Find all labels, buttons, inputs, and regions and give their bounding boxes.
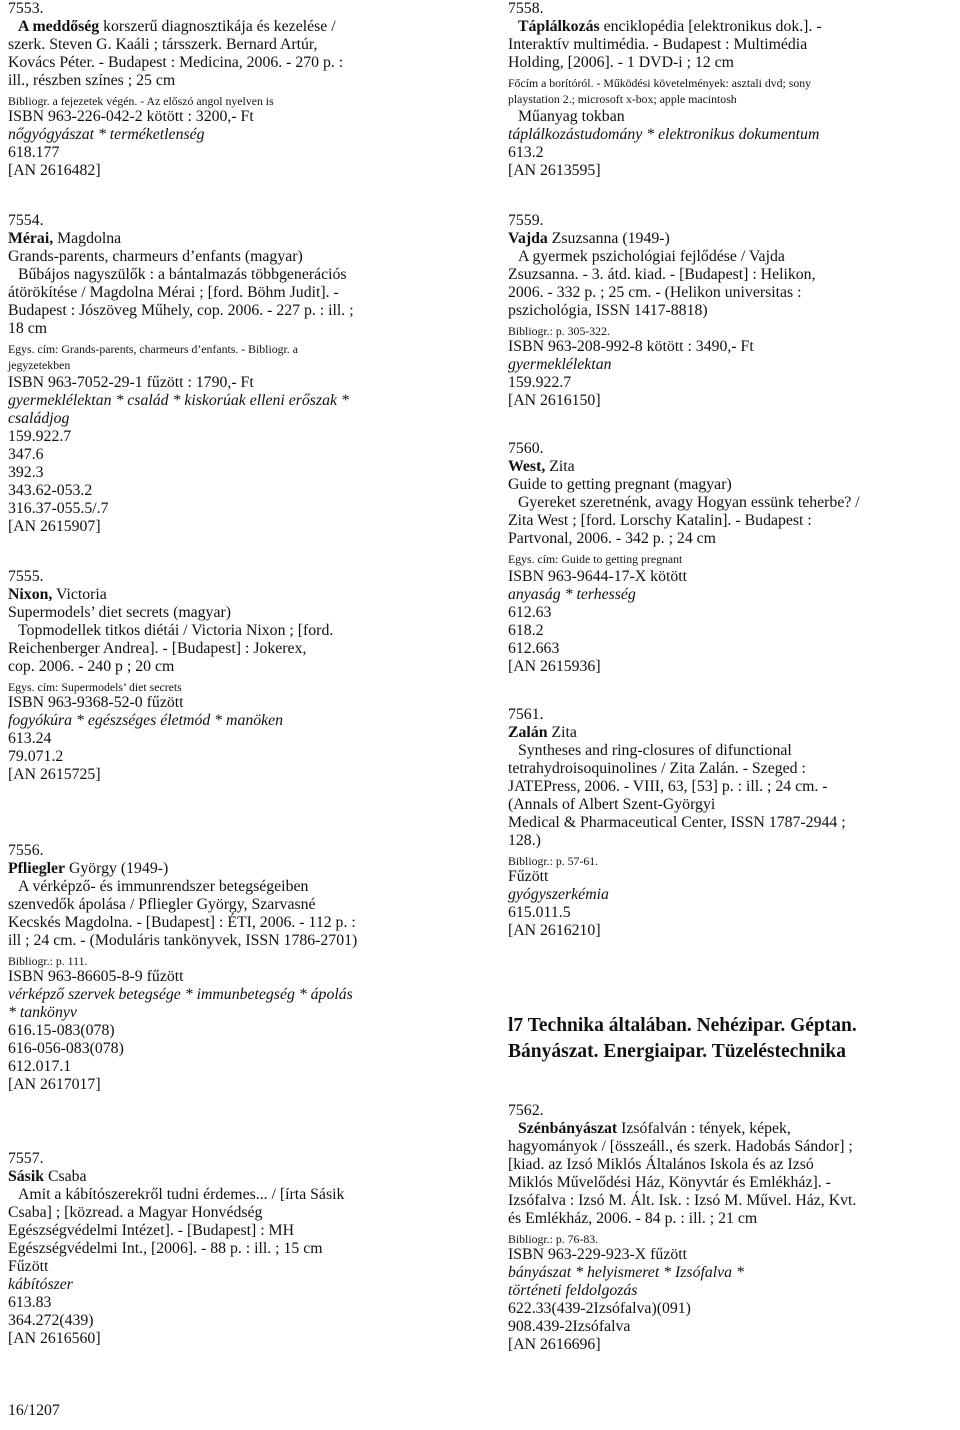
title-keyword: Táplálkozás [518,18,600,35]
entry-title-line: 18 cm [8,320,48,337]
entry-title-line: tetrahydroisoquinolines / Zita Zalán. - Szeged : [508,760,806,777]
entry-note: jegyzetekben [8,358,71,372]
entry-number: 7558. [508,0,544,17]
author-surname: Pfliegler [8,860,66,877]
entry-subjects: gyógyszerkémia [508,886,609,903]
entry-title-line: Partvonal, 2006. - 342 p. ; 24 cm [508,530,716,547]
entry-original-title: Grands-parents, charmeurs d’enfants (magyar) [8,248,303,265]
entry-subjects: nőgyógyászat * terméketlenség [8,126,205,143]
entry-subjects: gyermeklélektan [508,356,612,373]
entry-original-title: Guide to getting pregnant (magyar) [508,476,732,493]
entry-title-line: Zita West ; [ford. Lorschy Katalin]. - Budapest : [508,512,812,529]
section-heading-line: Bányászat. Energiaipar. Tüzeléstechnika [508,1041,847,1062]
entry-udc: 392.3 [8,464,44,481]
entry-title-line: Csaba] ; [közread. a Magyar Honvédség [8,1204,263,1221]
entry-author: Pfliegler György (1949-) [8,860,169,877]
entry-an: [AN 2616482] [8,162,101,179]
entry-description-line: szerk. Steven G. Kaáli ; társszerk. Bernard Artúr, [8,36,318,53]
entry-number: 7555. [8,568,44,585]
entry-title-line: Medical & Pharmaceutical Center, ISSN 1787-2944 ; [508,814,846,831]
entry-title-line: Syntheses and ring-closures of difunctional [518,742,792,759]
entry-author: Nixon, Victoria [8,586,107,603]
entry-title-line: Kecskés Magdolna. - [Budapest] : ÉTI, 2006. - 112 p. : [8,914,356,931]
entry-title-line: Topmodellek titkos diétái / Victoria Nixon ; [ford. [18,622,334,639]
entry-udc: 612.017.1 [8,1058,72,1075]
entry-udc: 618.177 [8,144,60,161]
entry-subjects: fogyókúra * egészséges életmód * manöken [8,712,284,729]
entry-title-line: pszichológia, ISSN 1417-8818) [508,302,708,319]
entry-description-line: [kiad. az Izsó Miklós Általános Iskola és az Izsó [508,1156,814,1173]
entry-udc: 343.62-053.2 [8,482,93,499]
entry-udc: 159.922.7 [8,428,72,445]
entry-title-line: A meddőség korszerű diagnosztikája és kezelése / [18,18,336,35]
entry-an: [AN 2613595] [508,162,601,179]
entry-title-line: 128.) [508,832,541,849]
entry-note: Bibliogr.: p. 111. [8,954,88,968]
entry-title-line: szenvedők ápolása / Pfliegler György, Szarvasné [8,896,316,913]
title-keyword: A meddőség [18,18,100,35]
entry-note: Bibliogr.: p. 76-83. [508,1232,599,1246]
entry-material: Műanyag tokban [518,108,625,125]
entry-description-line: Kovács Péter. - Budapest : Medicina, 2006. - 270 p. : [8,54,344,71]
entry-subjects: történeti feldolgozás [508,1282,638,1299]
entry-title-line: Táplálkozás enciklopédia [elektronikus dok.]. - [518,18,822,35]
entry-author: Vajda Zsuzsanna (1949-) [508,230,670,247]
entry-an: [AN 2615936] [508,658,601,675]
entry-udc: 316.37-055.5/.7 [8,500,109,517]
entry-title-line: Zsuzsanna. - 3. átd. kiad. - [Budapest] : Helikon, [508,266,816,283]
entry-isbn: ISBN 963-86605-8-9 fűzött [8,968,184,985]
author-surname: West, [508,458,546,475]
entry-udc: 79.071.2 [8,748,64,765]
entry-original-title: Supermodels’ diet secrets (magyar) [8,604,231,621]
entry-isbn: ISBN 963-9368-52-0 fűzött [8,694,184,711]
entry-title-line: JATEPress, 2006. - VIII, 63, [53] p. : ill. ; 24 cm. - [508,778,828,795]
entry-title-line: (Annals of Albert Szent-Györgyi [508,796,716,813]
entry-note: Bibliogr.: p. 57-61. [508,854,599,868]
entry-subjects: bányászat * helyismeret * Izsófalva * [508,1264,744,1281]
entry-title-line: átörökítése / Magdolna Mérai ; [ford. Böhm Judit]. - [8,284,339,301]
entry-udc: 159.922.7 [508,374,572,391]
entry-udc: 613.24 [8,730,52,747]
entry-an: [AN 2615907] [8,518,101,535]
author-surname: Vajda [508,230,548,247]
entry-number: 7561. [508,706,544,723]
entry-title-line: A vérképző- és immunrendszer betegségeiben [18,878,309,895]
entry-an: [AN 2617017] [8,1076,101,1093]
entry-note: Főcím a borítóról. - Működési követelmények: asztali dvd; sony [508,76,812,90]
entry-title-line: Bűbájos nagyszülők : a bántalmazás többgenerációs [18,266,347,283]
entry-isbn: ISBN 963-9644-17-X kötött [508,568,688,585]
entry-subjects: kábítószer [8,1276,73,1293]
entry-description-line: Izsófalva : Izsó M. Ált. Isk. : Izsó M. Művel. Ház, Kvt. [508,1192,857,1209]
entry-title-line: Szénbányászat Izsófalván : tények, képek, [518,1120,791,1137]
entry-binding: Fűzött [508,868,549,885]
entry-author: Zalán Zita [508,724,577,741]
entry-number: 7559. [508,212,544,229]
entry-description-line: Miklós Művelődési Ház, Könyvtár és Emlékház]. - [508,1174,831,1191]
entry-note: Bibliogr.: p. 305-322. [508,324,610,338]
section-heading-line: l7 Technika általában. Nehézipar. Géptan. [508,1015,857,1036]
entry-note: Bibliogr. a fejezetek végén. - Az előszó angol nyelven is [8,94,274,108]
entry-title-line: Reichenberger Andrea]. - [Budapest] : Jokerex, [8,640,307,657]
title-keyword: Szénbányászat [518,1120,618,1137]
entry-note: playstation 2.; microsoft x-box; apple macintosh [508,92,737,106]
entry-subjects: * tankönyv [8,1004,77,1021]
entry-an: [AN 2615725] [8,766,101,783]
author-surname: Mérai, [8,230,54,247]
entry-author: West, Zita [508,458,575,475]
entry-an: [AN 2616150] [508,392,601,409]
entry-title-line: cop. 2006. - 240 p ; 20 cm [8,658,175,675]
entry-udc: 612.663 [508,640,560,657]
entry-title-line: Budapest : Jószöveg Műhely, cop. 2006. - 227 p. : ill. ; [8,302,354,319]
entry-description-line: ill., részben színes ; 25 cm [8,72,176,89]
entry-note: Egys. cím: Grands-parents, charmeurs d’enfants. - Bibliogr. a [8,342,298,356]
entry-an: [AN 2616210] [508,922,601,939]
entry-title-line: ill ; 24 cm. - (Moduláris tankönyvek, ISSN 1786-2701) [8,932,358,949]
entry-isbn: ISBN 963-7052-29-1 fűzött : 1790,- Ft [8,374,254,391]
entry-udc: 613.2 [508,144,544,161]
entry-binding: Fűzött [8,1258,49,1275]
entry-title-line: Egészségvédelmi Intézet]. - [Budapest] : MH [8,1222,295,1239]
entry-title-line: 2006. - 332 p. ; 25 cm. - (Helikon universitas : [508,284,802,301]
entry-udc: 616-056-083(078) [8,1040,124,1057]
entry-isbn: ISBN 963-229-923-X fűzött [508,1246,688,1263]
entry-title-line: Amit a kábítószerekről tudni érdemes... / [írta Sásik [18,1186,345,1203]
entry-udc: 622.33(439-2Izsófalva)(091) [508,1300,691,1317]
entry-author: Sásik Csaba [8,1168,87,1185]
entry-title-line: Egészségvédelmi Int., [2006]. - 88 p. : ill. ; 15 cm [8,1240,323,1257]
entry-number: 7553. [8,0,44,17]
entry-description-line: Holding, [2006]. - 1 DVD-i ; 12 cm [508,54,734,71]
entry-subjects: gyermeklélektan * család * kiskorúak elleni erőszak * [8,392,349,409]
entry-udc: 908.439-2Izsófalva [508,1318,631,1335]
entry-udc: 612.63 [508,604,552,621]
entry-description-line: Interaktív multimédia. - Budapest : Multimédia [508,36,808,53]
entry-title-line: A gyermek pszichológiai fejlődése / Vajda [518,248,785,265]
entry-description-line: és Emlékház, 2006. - 84 p. : ill. ; 21 cm [508,1210,758,1227]
author-surname: Nixon, [8,586,53,603]
page-number: 16/1207 [8,1402,60,1419]
entry-udc: 618.2 [508,622,544,639]
entry-subjects: táplálkozástudomány * elektronikus dokumentum [508,126,820,143]
entry-title-line: Gyereket szeretnénk, avagy Hogyan essünk teherbe? / [518,494,860,511]
entry-subjects: anyaság * terhesség [508,586,636,603]
entry-note: Egys. cím: Guide to getting pregnant [508,552,683,566]
entry-udc: 347.6 [8,446,44,463]
entry-udc: 613.83 [8,1294,52,1311]
entry-an: [AN 2616696] [508,1336,601,1353]
entry-number: 7557. [8,1150,44,1167]
entry-udc: 615.011.5 [508,904,571,921]
entry-subjects: vérképző szervek betegsége * immunbetegség * ápolás [8,986,353,1003]
author-surname: Sásik [8,1168,45,1185]
entry-number: 7560. [508,440,544,457]
author-surname: Zalán [508,724,548,741]
entry-udc: 364.272(439) [8,1312,94,1329]
entry-isbn: ISBN 963-208-992-8 kötött : 3490,- Ft [508,338,754,355]
entry-subjects: családjog [8,410,70,427]
entry-author: Mérai, Magdolna [8,230,122,247]
entry-note: Egys. cím: Supermodels’ diet secrets [8,680,182,694]
entry-an: [AN 2616560] [8,1330,101,1347]
entry-description-line: hagyományok / [összeáll., és szerk. Hadobás Sándor] ; [508,1138,853,1155]
entry-isbn: ISBN 963-226-042-2 kötött : 3200,- Ft [8,108,254,125]
entry-udc: 616.15-083(078) [8,1022,115,1039]
entry-number: 7556. [8,842,44,859]
entry-number: 7554. [8,212,44,229]
entry-number: 7562. [508,1102,544,1119]
